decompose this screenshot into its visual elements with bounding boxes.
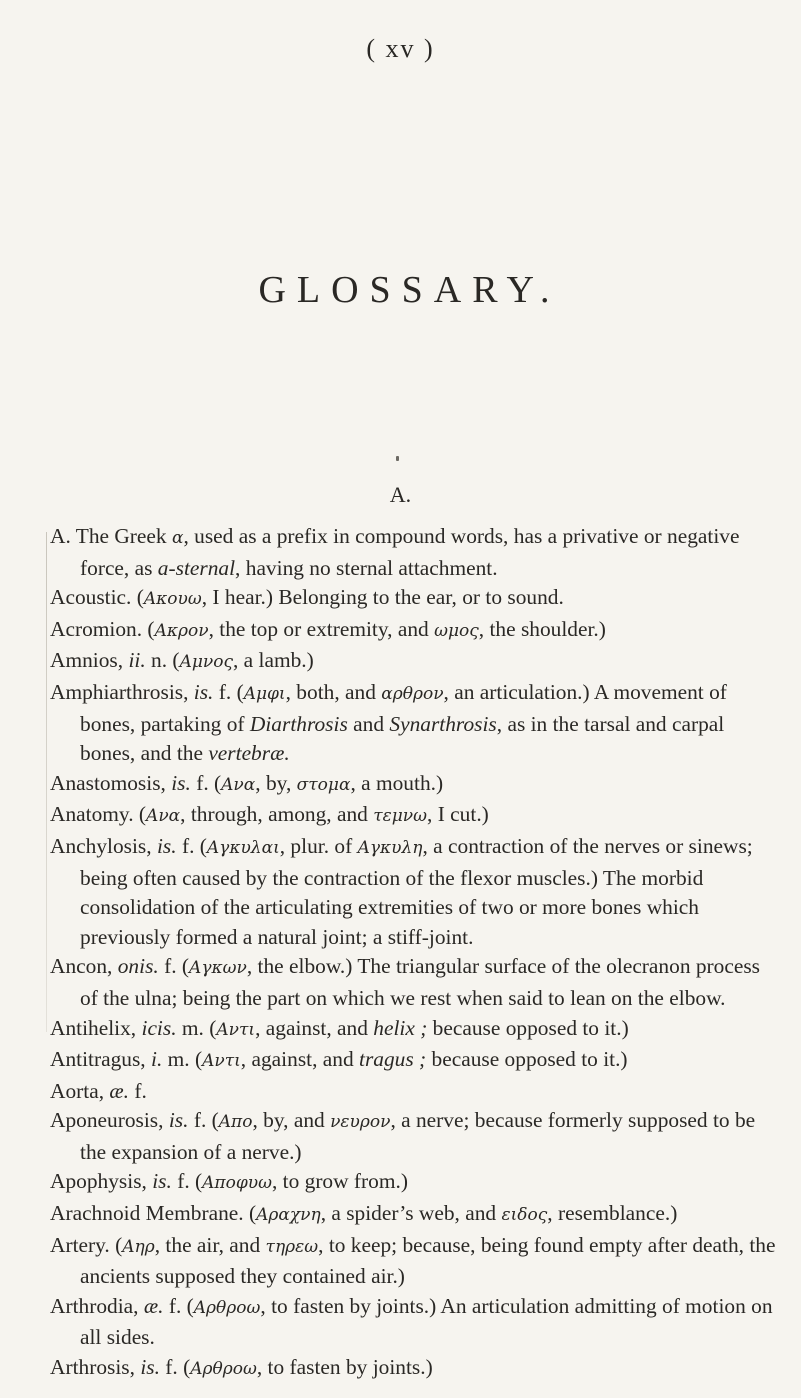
entry-text: , as in the tarsal and carpal bones, and the [80, 711, 725, 766]
glossary-entry [50, 1353, 780, 1385]
entry-text: , by, and [252, 1108, 331, 1133]
entry-text: f. ( [163, 1293, 194, 1318]
entry-text: Aponeurosis, [50, 1108, 169, 1133]
entry-text: because opposed to it.) [427, 1015, 629, 1040]
entry-text: , a nerve; because formerly supposed to be the expansion of a nerve.) [80, 1108, 756, 1164]
entry-text: f. [129, 1078, 147, 1103]
glossary-entry [50, 800, 780, 832]
entry-text: , through, among, and [180, 802, 374, 827]
glossary-entry [50, 1014, 780, 1046]
print-speck [396, 456, 399, 461]
entry-text: , to grow from.) [271, 1169, 408, 1194]
greek-term: Αποφυω [202, 1173, 272, 1194]
glossary-entry [50, 1231, 780, 1292]
entry-text: f. ( [176, 833, 207, 858]
entry-text: n. ( [145, 648, 180, 673]
entry-text: because opposed to it.) [426, 1047, 628, 1072]
glossary-entry [50, 832, 780, 952]
entry-text: Antihelix, [50, 1015, 142, 1040]
greek-term: Αραχνη [256, 1205, 321, 1226]
entry-text: Arachnoid Membrane. ( [50, 1201, 257, 1226]
glossary-entry [50, 1167, 780, 1199]
greek-term: Αρθροω [190, 1359, 257, 1380]
entry-text: , a spider’s web, and [320, 1201, 502, 1226]
entry-text: , resemblance.) [547, 1201, 678, 1226]
italic-text: æ. [109, 1078, 130, 1103]
italic-text: æ. [143, 1293, 164, 1318]
entry-text: and [347, 711, 390, 736]
entry-text: Anchylosis, [50, 833, 157, 858]
italic-text: tragus ; [359, 1047, 427, 1072]
greek-term: ωμος [434, 620, 479, 641]
entry-text: , against, and [255, 1015, 374, 1040]
italic-text: is. [193, 679, 214, 704]
italic-text: Diarthrosis [249, 711, 348, 736]
glossary-entry [50, 646, 780, 678]
entry-text: Anatomy. ( [50, 802, 147, 827]
entry-text: , having no sternal attachment. [235, 555, 498, 580]
greek-term: Αντι [216, 1019, 256, 1040]
greek-term: Αγκων [189, 958, 247, 979]
greek-term: Ανα [221, 774, 256, 795]
italic-text: is. [168, 1108, 189, 1133]
greek-term: Αρθροω [193, 1297, 261, 1318]
entry-text: Acromion. ( [50, 616, 155, 641]
italic-text: a-sternal [157, 555, 236, 580]
entry-text: , the elbow.) The triangular surface of the olecranon process of the ulna; being the part on which we rest when said to lean on the elbow. [80, 954, 761, 1010]
entry-text: Amphiarthrosis, [50, 679, 194, 704]
italic-text: ii. [128, 648, 146, 673]
entry-text: , to fasten by joints.) [256, 1355, 433, 1380]
entry-text: , I hear.) Belonging to the ear, or to sound. [201, 585, 564, 610]
entry-text: m. ( [176, 1015, 217, 1040]
greek-term: ειδος [501, 1205, 548, 1226]
entry-text: , the shoulder.) [478, 616, 606, 641]
greek-term: αρθρον [381, 683, 444, 704]
greek-term: Ανα [146, 806, 181, 827]
greek-term: Αμνος [179, 652, 233, 673]
entry-text: , to keep; because, being found empty after death, the ancients supposed they contained air.) [80, 1232, 776, 1289]
entry-text: , a contraction of the nerves or sinews; being often caused by the contraction of the flexor muscles.) The morbid consolidation of the articulating extremities of two or more bones which previously formed a natural joint; a stiff-joint. [80, 833, 753, 949]
greek-term: τεμνω [373, 806, 428, 827]
italic-text: vertebræ. [208, 741, 290, 766]
entry-text: , the top or extremity, and [208, 616, 435, 641]
greek-term: Ακρον [154, 620, 209, 641]
entry-text: A. The Greek [50, 524, 172, 548]
greek-term: Απο [218, 1112, 253, 1133]
glossary-entry [50, 1292, 780, 1353]
greek-term: Αηρ [122, 1236, 155, 1257]
entry-text: Artery. ( [50, 1232, 123, 1257]
glossary-entry [50, 615, 780, 647]
greek-term: Αγκυλαι [206, 837, 280, 858]
greek-term: Αγκυλη [357, 837, 423, 858]
italic-text: is. [171, 770, 191, 795]
entry-text: , plur. of [279, 833, 358, 858]
entry-text: Ancon, [50, 954, 118, 979]
entry-text: Acoustic. ( [50, 585, 144, 610]
entry-text: , used as a prefix in compound words, has a privative or negative force, as [80, 524, 740, 580]
italic-text: i. [151, 1047, 163, 1072]
glossary-entry [50, 1077, 780, 1107]
entry-text: f. ( [159, 1355, 191, 1380]
italic-text: icis. [141, 1015, 177, 1040]
margin-rule [46, 532, 47, 1032]
greek-term: νευρον [330, 1112, 391, 1133]
entry-text: Aorta, [50, 1078, 110, 1103]
entry-text: , to fasten by joints.) An articulation admitting of motion on all sides. [80, 1293, 773, 1350]
greek-term: στομα [296, 774, 351, 795]
entry-text: , the air, and [154, 1232, 266, 1257]
entry-text: , both, and [285, 679, 382, 704]
greek-term: Αντι [202, 1051, 241, 1072]
entry-text: , by, [255, 770, 297, 795]
entry-text: Arthrosis, [50, 1355, 141, 1380]
glossary-entry [50, 678, 780, 769]
page-number: ( xv ) [366, 34, 435, 63]
greek-term: Ακουω [143, 589, 202, 610]
italic-text: helix ; [373, 1015, 428, 1040]
entry-text: , against, and [240, 1047, 360, 1072]
entry-text: , a lamb.) [232, 648, 314, 673]
entry-text: Antitragus, [50, 1047, 151, 1072]
glossary-entries [50, 522, 780, 1385]
italic-text: is. [140, 1355, 160, 1380]
entry-text: m. ( [162, 1047, 203, 1072]
entry-text: , I cut.) [427, 802, 489, 827]
glossary-entry [50, 952, 780, 1013]
glossary-entry [50, 1106, 780, 1167]
italic-text: Synarthrosis [389, 711, 497, 736]
greek-term: α [171, 528, 184, 548]
italic-text: is. [156, 833, 177, 858]
entry-text: f. ( [171, 1169, 203, 1194]
glossary-entry [50, 583, 780, 615]
entry-text: f. ( [190, 770, 222, 795]
entry-text: , a mouth.) [350, 770, 444, 795]
glossary-entry [50, 522, 780, 583]
entry-text: f. ( [158, 954, 190, 979]
glossary-entry [50, 1199, 780, 1231]
entry-text: Apophysis, [50, 1169, 153, 1194]
italic-text: onis. [117, 954, 159, 979]
entry-text: Arthrodia, [50, 1293, 144, 1318]
entry-text: f. ( [213, 679, 244, 704]
greek-term: Αμφι [243, 683, 286, 704]
entry-text: , an articulation.) A movement of bones, partaking of [80, 679, 727, 736]
greek-term: τηρεω [265, 1236, 319, 1257]
glossary-entry [50, 1045, 780, 1077]
entry-text: Anastomosis, [50, 770, 172, 795]
page-title: GLOSSARY. [258, 269, 561, 311]
glossary-entry [50, 769, 780, 801]
section-heading: A. [389, 482, 412, 507]
entry-text: f. ( [188, 1108, 219, 1133]
entry-text: Amnios, [50, 648, 129, 673]
italic-text: is. [152, 1169, 172, 1194]
